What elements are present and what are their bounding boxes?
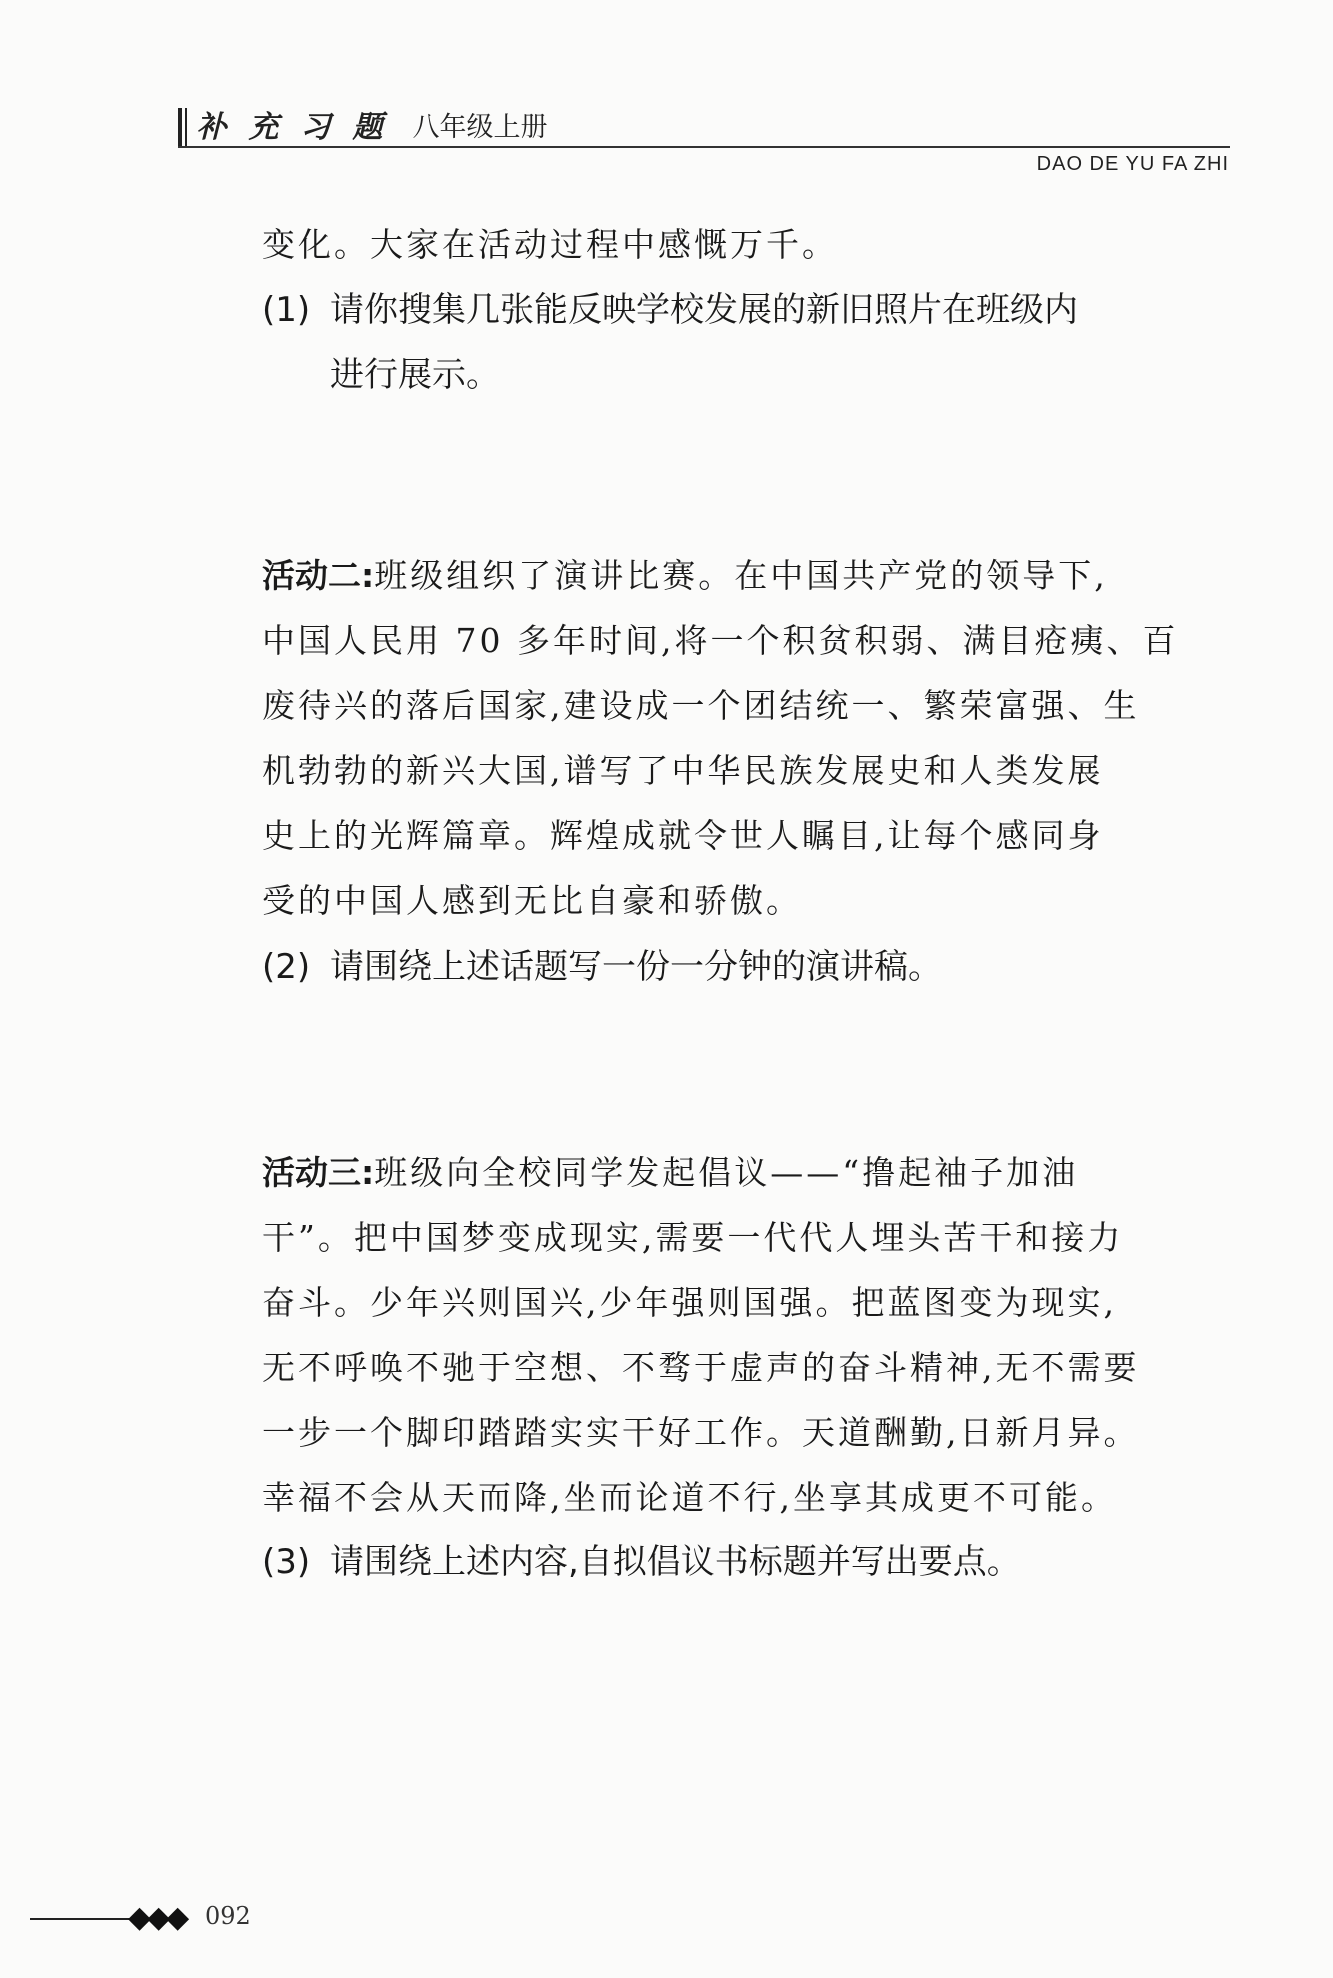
- activity-3-line-1: 干”。把中国梦变成现实,需要一代代人埋头苦干和接力: [262, 1218, 1124, 1257]
- question-1-line1: 请你搜集几张能反映学校发展的新旧照片在班级内: [330, 290, 1078, 330]
- activity-3-line-5: 幸福不会从天而降,坐而论道不行,坐享其成更不可能。: [262, 1478, 1117, 1517]
- activity-3-line-0: 班级向全校同学发起倡议——“撸起袖子加油: [374, 1153, 1079, 1192]
- question-1-line2: 进行展示。: [330, 355, 500, 395]
- activity-2-line-3: 机勃勃的新兴大国,谱写了中华民族发展史和人类发展: [262, 751, 1104, 790]
- activity-2-line: [262, 543, 1232, 608]
- activity-3-line: [262, 1140, 1232, 1205]
- activity-2-line-4: 史上的光辉篇章。辉煌成就令世人瞩目,让每个感同身: [262, 816, 1104, 855]
- header-rule: [178, 146, 1230, 148]
- activity-2-line-5: 受的中国人感到无比自豪和骄傲。: [262, 881, 802, 920]
- question-3-text: 请围绕上述内容,自拟倡议书标题并写出要点。: [330, 1542, 1021, 1582]
- activity-2-line-0: 班级组织了演讲比赛。在中国共产党的领导下,: [374, 556, 1108, 595]
- question-3: [262, 1530, 1232, 1595]
- header-bar-thin-icon: [185, 108, 187, 148]
- activity-2: [262, 543, 1232, 933]
- grade-label: 八年级上册: [412, 112, 548, 143]
- activity-2-label: 活动二:: [262, 556, 375, 595]
- question-1-number: (1): [262, 290, 311, 330]
- question-2: [262, 935, 1232, 1000]
- book-title: 补充习题: [196, 110, 405, 145]
- subject-pinyin: DAO DE YU FA ZHI: [1036, 153, 1229, 175]
- question-2-number: (2): [262, 947, 311, 987]
- footer-rule: [30, 1918, 130, 1920]
- activity-3-line-2: 奋斗。少年兴则国兴,少年强则国强。把蓝图变为现实,: [262, 1283, 1117, 1322]
- activity-3-line-4: 一步一个脚印踏踏实实干好工作。天道酬勤,日新月异。: [262, 1413, 1140, 1452]
- header-bar-icon: [178, 108, 182, 148]
- question-1: [262, 278, 1232, 408]
- activity-3-line-3: 无不呼唤不驰于空想、不骛于虚声的奋斗精神,无不需要: [262, 1348, 1140, 1387]
- diamond-ornament-icon: ◆◆◆: [128, 1900, 186, 1935]
- page-number: 092: [205, 1902, 251, 1930]
- activity-3: [262, 1140, 1232, 1530]
- activity-3-label: 活动三:: [262, 1153, 375, 1192]
- intro-line: 变化。大家在活动过程中感慨万千。: [262, 225, 838, 264]
- activity-2-line-1: 中国人民用 70 多年时间,将一个积贫积弱、满目疮痍、百: [262, 621, 1179, 660]
- activity-2-line-2: 废待兴的落后国家,建设成一个团结统一、繁荣富强、生: [262, 686, 1140, 725]
- page-header: [178, 108, 1230, 148]
- question-2-text: 请围绕上述话题写一份一分钟的演讲稿。: [330, 947, 942, 987]
- header-marks: [178, 108, 548, 148]
- question-3-number: (3): [262, 1542, 311, 1582]
